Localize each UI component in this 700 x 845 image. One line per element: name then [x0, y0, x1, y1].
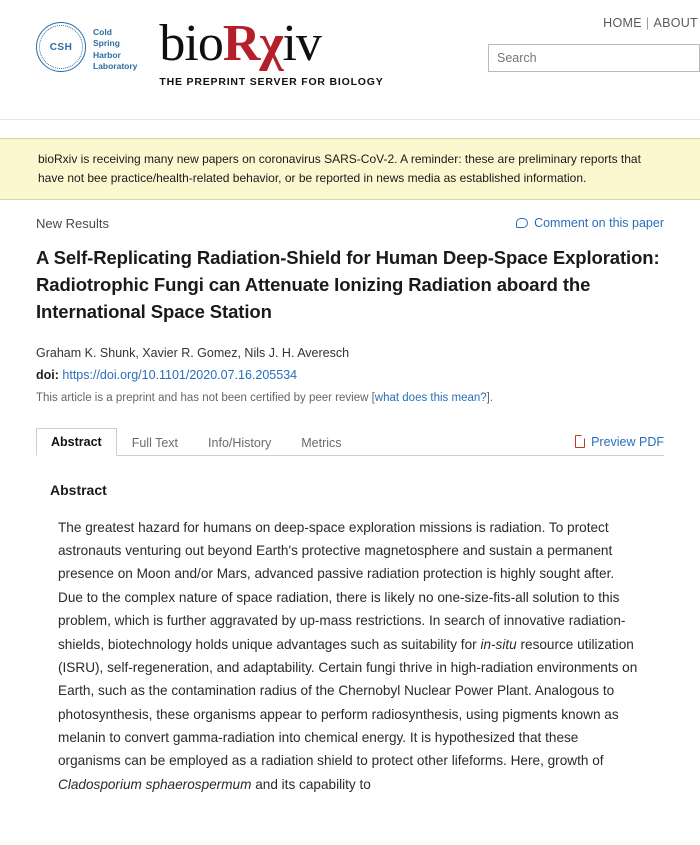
- csh-line-4: Laboratory: [93, 61, 138, 72]
- tab-metrics[interactable]: Metrics: [301, 435, 342, 450]
- article-tabs: [36, 426, 664, 456]
- article-authors: Graham K. Shunk, Xavier R. Gomez, Nils J. H. Averesch: [36, 345, 350, 360]
- abstract-segment-2: resource utilization (ISRU), self-regeneration, and adaptability. Certain fungi thrive in high-radiation environments on Earth, such as the contamination radius of the Chernobyl Nuclear Power Plant. Analogous to photosynthesis, these organisms appear to perform radiosynthesis, using pigments known as melanin to convert gamma-radiation into chemical energy. It is hypothesized that these organisms can be employed as a radiation shield to protect other lifeforms. Here, growth of: [58, 636, 638, 769]
- biorxiv-logo[interactable]: [159, 15, 384, 88]
- abstract-text: [58, 516, 642, 797]
- tab-full-text[interactable]: Full Text: [131, 435, 179, 450]
- csh-seal-icon: [36, 22, 86, 72]
- csh-line-1: Cold: [93, 27, 112, 37]
- header-right: [440, 16, 700, 72]
- nav-separator: |: [645, 16, 650, 30]
- nav-item-about[interactable]: ABOUT: [653, 16, 698, 30]
- doi-link[interactable]: https://doi.org/10.1101/2020.07.16.205534: [62, 367, 298, 382]
- article-meta-row: [36, 216, 664, 231]
- csh-logo-text: [93, 22, 137, 73]
- preprint-disclaimer: [36, 392, 664, 404]
- what-does-this-mean-link[interactable]: what does this mean?: [374, 391, 487, 404]
- nav-item-home[interactable]: HOME: [603, 16, 642, 30]
- biorxiv-part-r: R: [222, 15, 260, 72]
- csh-line-2: Spring: [93, 38, 120, 49]
- disclaimer-prefix: This article is a preprint and has not been certified by peer review [: [36, 391, 375, 404]
- cold-spring-harbor-logo[interactable]: [36, 22, 137, 73]
- abstract-italic-1: in-situ: [480, 636, 517, 652]
- covid-alert-banner: bioRxiv is receiving many new papers on coronavirus SARS-CoV-2. A reminder: these are preliminary reports that have not bee practice/health-related behavior, or be reported in news media as established information.: [0, 138, 700, 200]
- site-header: [0, 0, 700, 120]
- search-box[interactable]: [488, 44, 700, 72]
- biorxiv-wordmark: [159, 15, 383, 72]
- biorxiv-part-chi: χ: [259, 15, 283, 72]
- comment-on-paper-link[interactable]: [516, 216, 664, 230]
- preview-pdf-link[interactable]: [575, 435, 664, 455]
- biorxiv-part-bio: bio: [159, 15, 223, 72]
- tab-abstract[interactable]: Abstract: [36, 428, 117, 456]
- preview-pdf-label: Preview PDF: [591, 434, 664, 449]
- logo-block: [36, 14, 384, 88]
- disclaimer-suffix: ].: [486, 391, 494, 404]
- top-nav: [440, 16, 700, 30]
- abstract-heading: Abstract: [50, 481, 107, 498]
- article-category: New Results: [36, 216, 109, 232]
- biorxiv-part-iv: iv: [282, 15, 321, 72]
- abstract-segment-1: The greatest hazard for humans on deep-space exploration missions is radiation. To protect astronauts venturing out beyond Earth's protective magnetosphere and sustain a permanent presence on Moon and/or Mars, advanced passive radiation protection is highly sought after. Due to the complex nature of space radiation, there is likely no one-size-fits-all solution to this problem, which is further aggravated by up-mass restrictions. In search of innovative radiation-shields, biotechnology holds unique advantages such as suitability for: [58, 519, 626, 652]
- comment-bubble-icon: [516, 218, 528, 228]
- page-title: A Self-Replicating Radiation-Shield for Human Deep-Space Exploration: Radiotrophic Fungi can Attenuate Ionizing Radiation aboard the International Space Station: [36, 247, 660, 322]
- doi-label: doi:: [36, 367, 59, 382]
- biorxiv-tagline: THE PREPRINT SERVER FOR BIOLOGY: [159, 76, 384, 88]
- pdf-icon: [575, 435, 585, 448]
- search-input[interactable]: [489, 45, 699, 71]
- abstract-italic-2: Cladosporium sphaerospermum: [58, 776, 252, 792]
- csh-seal-text: CSH: [49, 41, 73, 53]
- article-container: [0, 216, 700, 796]
- csh-line-3: Harbor: [93, 49, 121, 60]
- tab-info-history[interactable]: Info/History: [208, 435, 272, 450]
- comment-link-label: Comment on this paper: [534, 216, 664, 231]
- article-doi: [36, 368, 664, 382]
- abstract-segment-3: and its capability to: [251, 776, 371, 792]
